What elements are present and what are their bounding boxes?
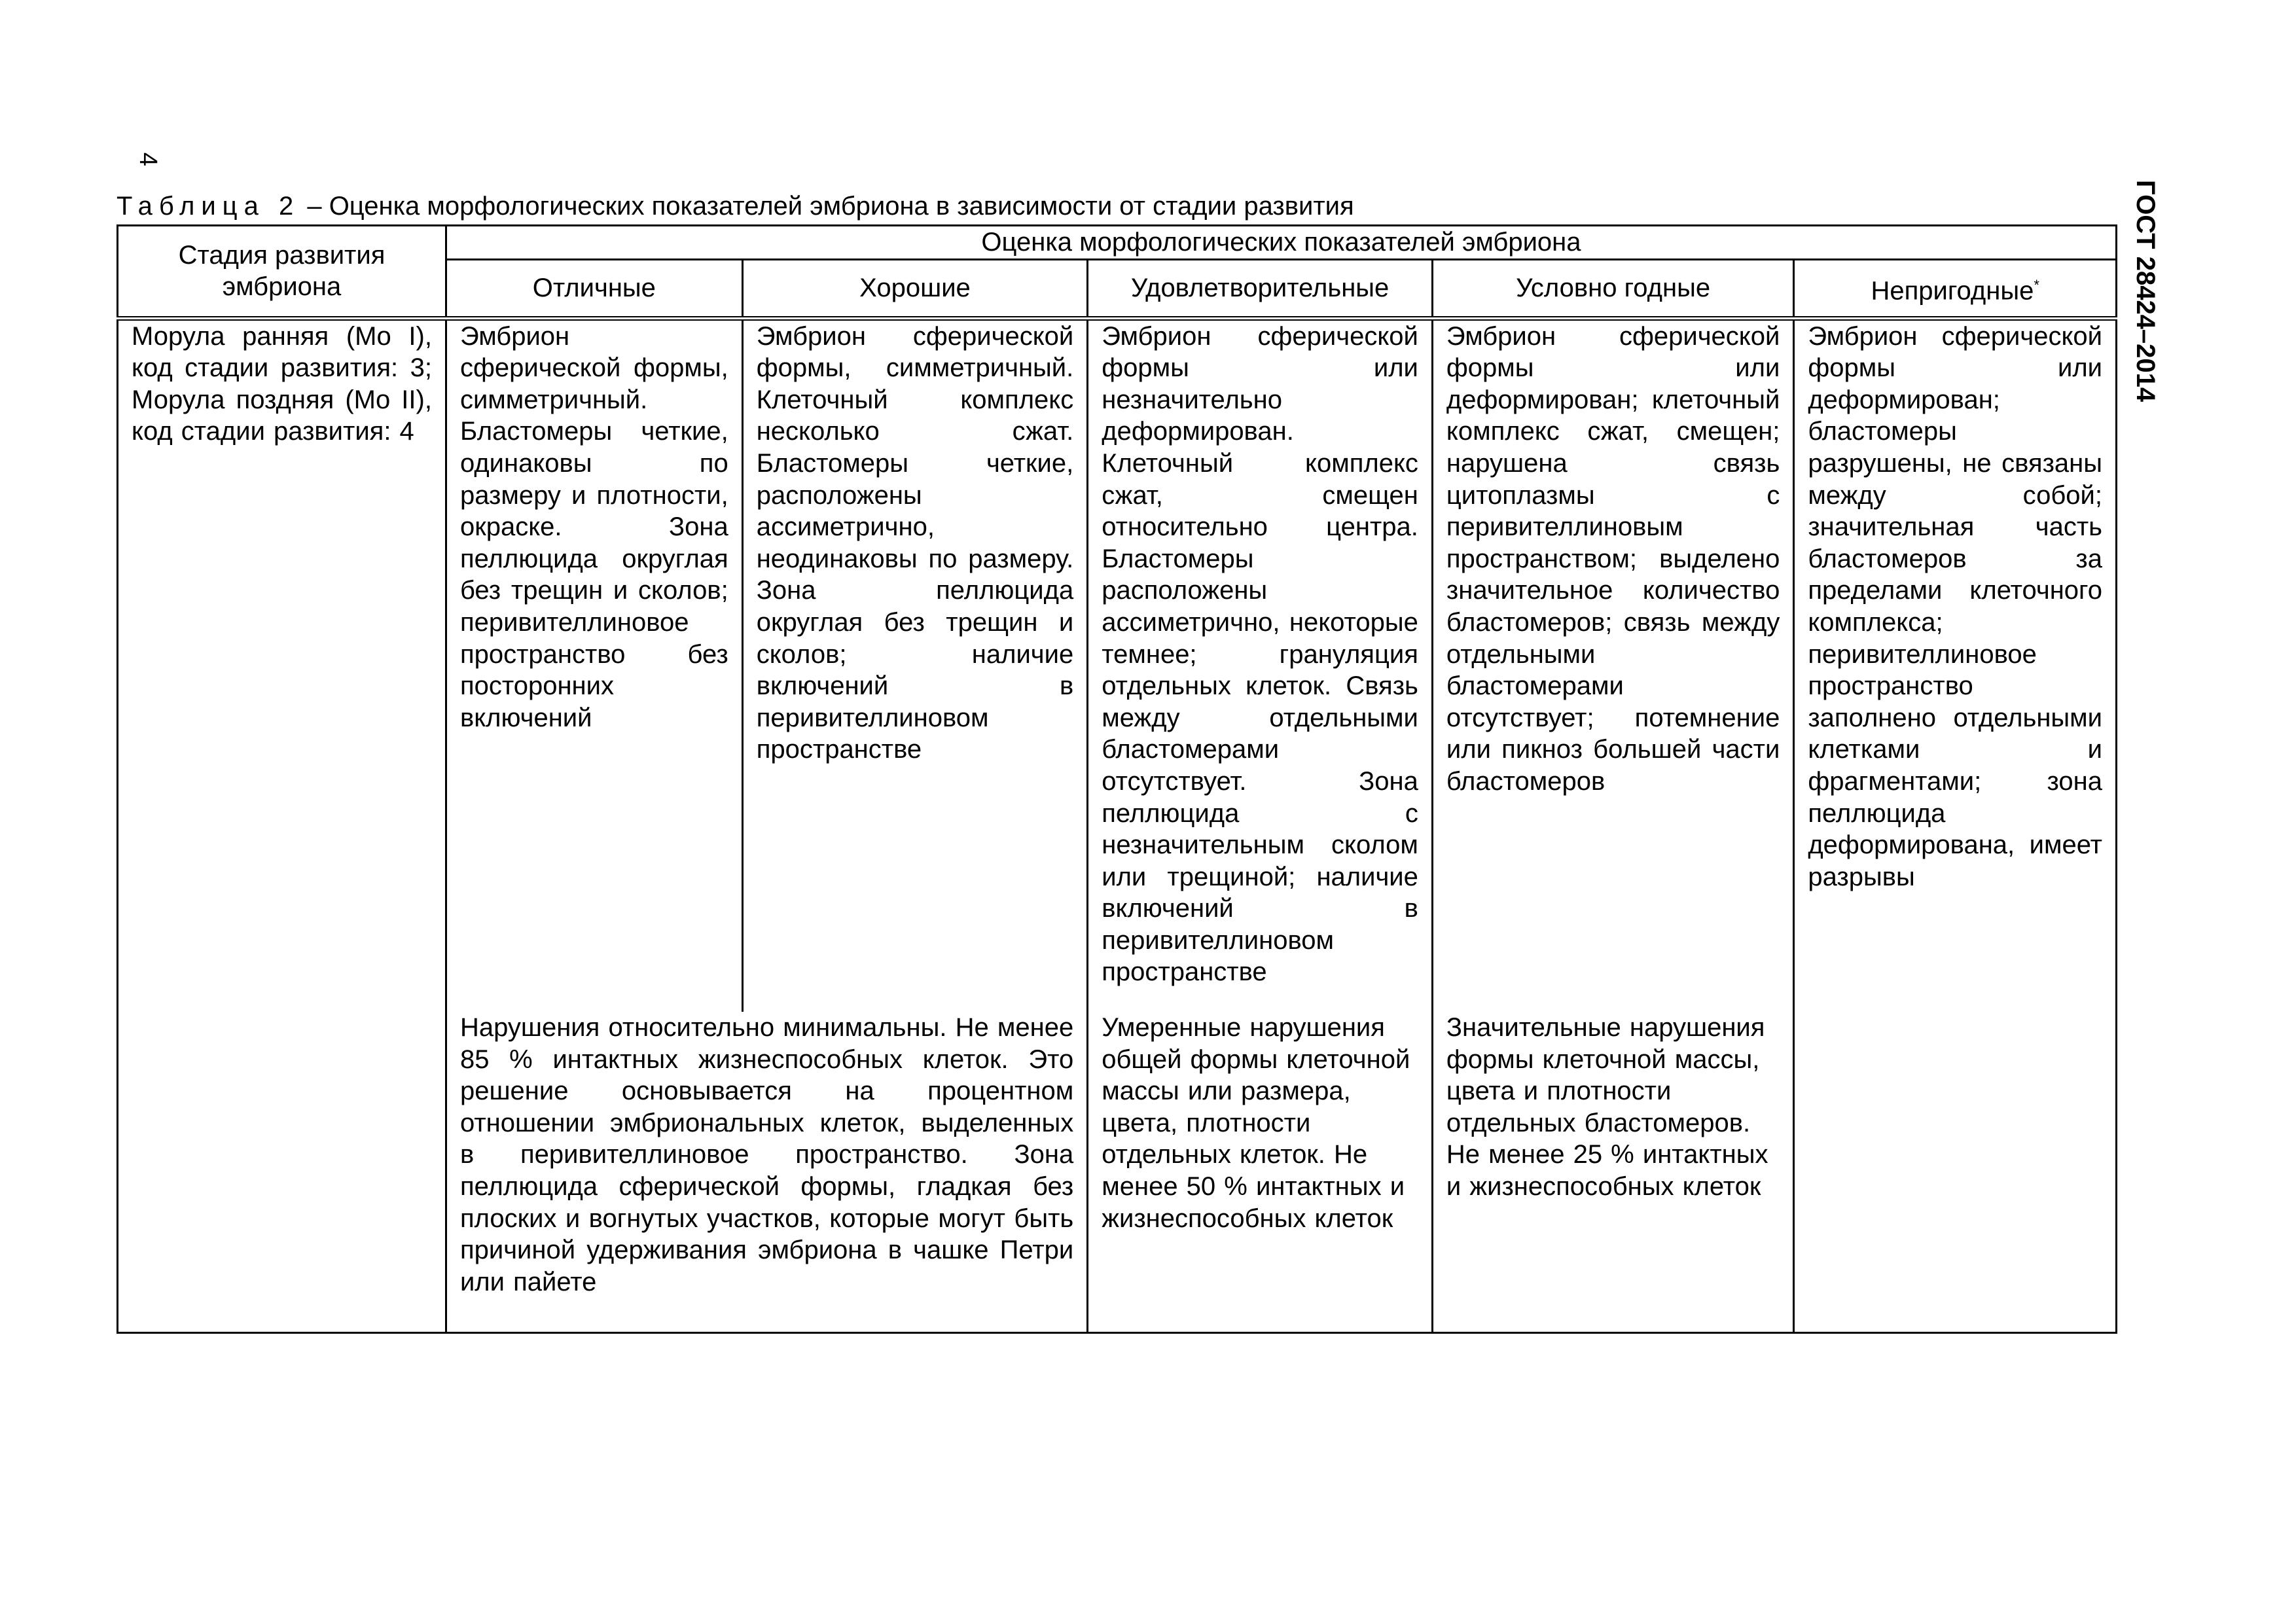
- good-text: Эмбрион сферической формы, симметричный. Клеточный комплекс несколько сжат. Бластомеры четкие, расположены ассиметрично, неодинаковы по размеру. Зона пеллюцида округлая без трещин и сколов; наличие включений в перивителлиновом пространстве: [756, 321, 1074, 764]
- stage-cell: [118, 318, 446, 1332]
- conditional-summary-cell: [1432, 1012, 1793, 1332]
- column-header-satisfactory: [1088, 259, 1433, 318]
- column-header-satisfactory-text: Удовлетворительные: [1130, 273, 1390, 302]
- satisfactory-summary-cell: [1088, 1012, 1433, 1332]
- column-header-good: [742, 259, 1088, 318]
- unsuitable-cell: [1794, 318, 2117, 1332]
- column-header-unsuitable-text: Непригодные: [1871, 276, 2034, 305]
- column-header-excellent: [446, 259, 742, 318]
- excellent-text: Эмбрион сферической формы, симметричный. Бластомеры четкие, одинаковы по размеру и плотности, окраске. Зона пеллюцида округлая без трещин и сколов; перивителлиновое пространство без посторонних включений: [459, 321, 728, 732]
- excellent-good-summary-cell: [446, 1012, 1087, 1332]
- table-caption-text: – Оценка морфологических показателей эмбриона в зависимости от стадии развития: [307, 192, 1354, 221]
- good-cell: [742, 318, 1088, 1012]
- table-caption: [117, 192, 1354, 221]
- footnote-mark: *: [2034, 276, 2039, 293]
- stage-text: Морула ранняя (Mo I), код стадии развития: 3; Морула поздняя (Mo II), код стадии развития: 4: [132, 321, 432, 446]
- column-header-conditional-text: Условно годные: [1516, 273, 1711, 302]
- column-header-excellent-text: Отличные: [532, 273, 656, 302]
- evaluation-header: [446, 226, 2116, 260]
- column-header-good-text: Хорошие: [859, 273, 971, 302]
- conditional-cell: [1432, 318, 1793, 1012]
- document-code: ГОСТ 28424–2014: [2131, 180, 2160, 402]
- stage-header: [118, 226, 446, 319]
- satisfactory-summary-text: Умеренные нарушения общей формы клеточной массы или размера, цвета, плотности отдельных клеток. Не менее 50 % интактных и жизнеспособных клеток: [1102, 1013, 1410, 1233]
- morphology-table: [117, 224, 2117, 1334]
- page-number: 4: [134, 152, 162, 167]
- conditional-text: Эмбрион сферической формы или деформирован; клеточный комплекс сжат, смещен; нарушена связь цитоплазмы с перивителлиновым пространством; выделено значительное количество бластомеров; связь между отдельными бластомерами отсутствует; потемнение или пикноз большей части бластомеров: [1446, 321, 1780, 796]
- table-caption-label: Таблица 2: [117, 192, 300, 221]
- satisfactory-cell: [1088, 318, 1433, 1012]
- stage-header-text: Стадия развития эмбриона: [178, 240, 386, 302]
- unsuitable-text: Эмбрион сферической формы или деформирован; бластомеры разрушены, не связаны между собой; значительная часть бластомеров за пределами клеточного комплекса; перивителлиновое пространство заполнено отдельными клетками и фрагментами; зона пеллюцида деформирована, имеет разрывы: [1808, 321, 2102, 891]
- column-header-conditional: [1432, 259, 1793, 318]
- excellent-cell: [446, 318, 742, 1012]
- evaluation-header-text: Оценка морфологических показателей эмбриона: [981, 228, 1581, 257]
- satisfactory-text: Эмбрион сферической формы или незначительно деформирован. Клеточный комплекс сжат, смещен относительно центра. Бластомеры расположены ассиметрично, некоторые темнее; грануляция отдельных клеток. Связь между отдельными бластомерами отсутствует. Зона пеллюцида с незначительным сколом или трещиной; наличие включений в перивителлиновом пространстве: [1102, 321, 1418, 987]
- excellent-good-summary-text: Нарушения относительно минимальны. Не менее 85 % интактных жизнеспособных клеток. Это решение основывается на процентном отношении эмбриональных клеток, выделенных в перивителлиновое пространство. Зона пеллюцида сферической формы, гладкая без плоских и вогнутых участков, которые могут быть причиной удерживания эмбриона в чашке Петри или пайете: [459, 1013, 1074, 1296]
- column-header-unsuitable: [1794, 259, 2117, 318]
- conditional-summary-text: Значительные нарушения формы клеточной массы, цвета и плотности отдельных бластомеров. Не менее 25 % интактных и жизнеспособных клеток: [1446, 1013, 1768, 1202]
